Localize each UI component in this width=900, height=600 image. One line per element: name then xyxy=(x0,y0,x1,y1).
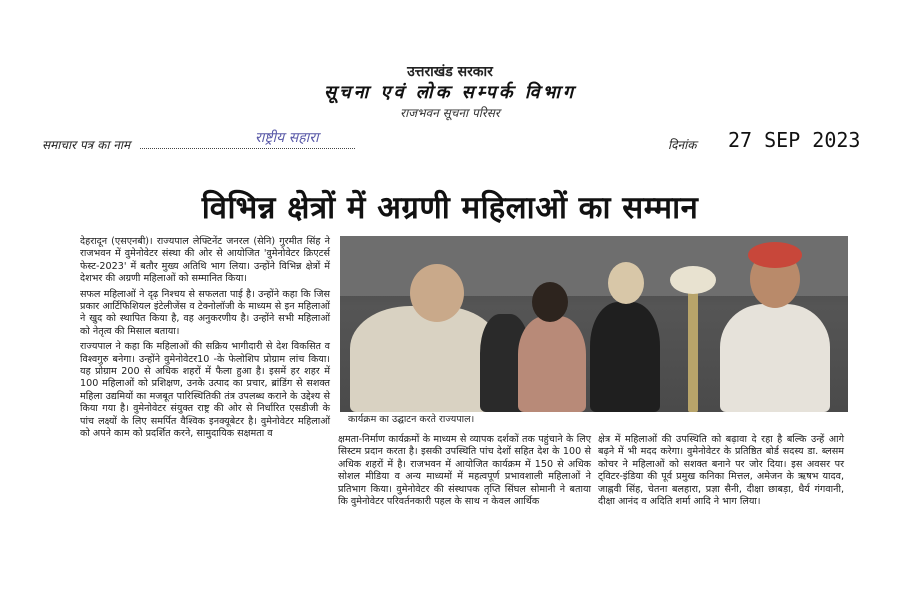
newspaper-dotted-line xyxy=(140,148,355,149)
newspaper-label: समाचार पत्र का नाम xyxy=(42,138,131,152)
date-stamp: 27 SEP 2023 xyxy=(728,128,861,152)
article-paragraph: राज्यपाल ने कहा कि महिलाओं की सक्रिय भागीदारी से देश विकसित व विश्वगुरु बनेगा। उन्होंने वुमेनोवेटर10 -के फेलोशिप प्रोग्राम लांच किया। यह प्रोग्राम 200 से अधिक शहरों में फैला हुआ है। इसमें हर शहर में 100 महिलाओं को प्रशिक्षण, उनके उत्पाद का प्रचार, ब्रांडिंग से सशक्त महिला उद्यमियों का मजबूत पारिस्थितिकी तंत्र उपलब्ध कराने के उद्देश्य से किया गया है। वुमेनोवेटर संयुक्त राष्ट्र की ओर से निर्धारित एसडीजी के पांच लक्ष्यों के लिए समर्पित वैश्विक इनक्यूबेटर है। वुमेनोवेटर महिलाओं को अपने काम को प्रदर्शित करने, सामुदायिक सक्षमता व xyxy=(80,341,330,440)
photo-caption xyxy=(340,412,848,428)
photo-figure-mid-3 xyxy=(590,302,660,412)
article-headline: विभिन्न क्षेत्रों में अग्रणी महिलाओं का सम्मान xyxy=(201,190,699,226)
date-label: दिनांक xyxy=(668,138,697,152)
government-title: उत्तराखंड सरकार xyxy=(407,64,493,80)
article-column-3 xyxy=(598,434,844,511)
article-paragraph: देहरादून (एसएनबी)। राज्यपाल लेफ्टिनेंट जनरल (सेनि) गुरमीत सिंह ने राजभवन में वुमेनोवेटर संस्था की ओर से आयोजित 'वुमेनोवेटर क्रिएटर्स फेस्ट-2023' में बतौर मुख्य अतिथि भाग लिया। उन्होंने विभिन्न क्षेत्रों में देशभर की अग्रणी महिलाओं को सम्मानित किया। xyxy=(80,236,330,285)
photo-lamp-flower xyxy=(670,266,716,294)
photo-lamp-stand xyxy=(688,276,698,412)
newspaper-name: राष्ट्रीय सहारा xyxy=(255,130,319,146)
article-column-2 xyxy=(338,434,591,511)
article-paragraph: सफल महिलाओं ने दृढ़ निश्चय से सफलता पाई है। उन्होंने कहा कि जिस प्रकार आर्टिफिशियल इंटेलीजेंस व टेक्नोलॉजी के माध्यम से इन महिलाओं ने खुद को स्थापित किया है, वह अनुकरणीय है। उन्होंने सभी महिलाओं को नेतृत्व की मिसाल बताया। xyxy=(80,288,330,337)
photo-head-mid-2 xyxy=(532,282,568,322)
photo-figure-mid-2 xyxy=(518,316,586,412)
event-photo xyxy=(340,236,848,412)
photo-figure-right xyxy=(720,304,830,412)
office-subtitle: राजभवन सूचना परिसर xyxy=(400,106,500,120)
photo-head-left xyxy=(410,264,464,322)
photo-caption-text: कार्यक्रम का उद्घाटन करते राज्यपाल। xyxy=(348,414,475,425)
photo-turban-right xyxy=(748,242,802,268)
photo-figure-left xyxy=(350,306,500,412)
photo-head-mid-3 xyxy=(608,262,644,304)
article-paragraph: क्षेत्र में महिलाओं की उपस्थिति को बढ़ावा दे रहा है बल्कि उन्हें आगे बढ़ने में भी मदद करेगा। वुमेनोवेटर के प्रतिष्ठित बोर्ड सदस्य डा. ब्लसम कोचर ने महिलाओं को सशक्त बनाने पर जोर दिया। इस अवसर पर ट्विटर-इंडिया की पूर्व प्रमुख कनिका मित्तल, अमेजन के ऋषभ यादव, जाह्नवी सिंह, चेतना बलहारा, प्रज्ञा सैनी, दीक्षा छाबड़ा, धैर्य गंगवानी, दीक्षा आनंद व अदिति शर्मा आदि ने भाग लिया। xyxy=(598,434,844,508)
article-column-1 xyxy=(80,236,330,444)
department-title: सूचना एवं लोक सम्पर्क विभाग xyxy=(323,82,577,103)
article-paragraph: क्षमता-निर्माण कार्यक्रमों के माध्यम से व्यापक दर्शकों तक पहुंचाने के लिए सिस्टम प्रदान करता है। इसकी उपस्थिति पांच देशों सहित देश के 100 से अधिक शहरों में है। राजभवन में आयोजित कार्यक्रम में 150 से अधिक सोशल मीडिया व अन्य माध्यमों में महत्वपूर्ण प्रभावशाली महिलाओं ने प्रतिभाग किया। वुमेनोवेटर की संस्थापक तृप्ति सिंघल सोमानी ने बताया कि वुमेनोवेटर परिवर्तनकारी पहल के साथ न केवल आर्थिक xyxy=(338,434,591,508)
